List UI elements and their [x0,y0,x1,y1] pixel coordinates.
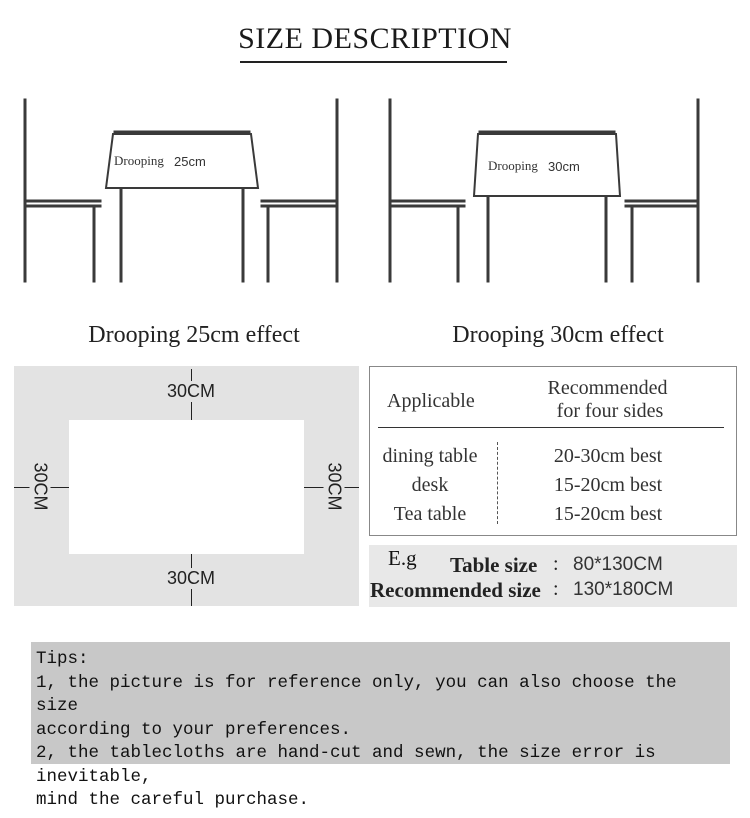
header-four-sides: for four sides [556,400,664,422]
tips-text [36,648,726,813]
recommended-size-label: Recommended size [370,578,541,602]
recommended-size-colon: : [553,578,559,600]
drop-value: 25cm [174,154,206,169]
tip-line: 2, the tablecloths are hand-cut and sewn, the size error is inevitable, [36,743,667,787]
tip-line: according to your preferences. [36,719,352,740]
eg-label: E.g [388,546,417,570]
top-measure-label: 30CM [167,381,216,401]
header-divider [378,427,724,428]
caption-25cm: Drooping 25cm effect [88,322,300,348]
page-title: SIZE DESCRIPTION [238,22,512,55]
header-applicable: Applicable [387,390,475,412]
tips-heading: Tips: [36,649,89,669]
row-applicable: Tea table [393,503,467,525]
caption-30cm: Drooping 30cm effect [452,322,664,348]
row-recommended: 20-30cm best [553,445,663,467]
tip-line: 1, the picture is for reference only, you can also choose the size [36,672,688,716]
column-divider [497,442,498,524]
bottom-measure-label: 30CM [167,568,216,588]
dining-set-illustration-25cm [14,95,374,290]
tablecloth-area [69,420,304,554]
left-measure-label: 30CM [30,462,51,511]
tip-line: mind the careful purchase. [36,790,310,810]
row-applicable: desk [411,474,449,496]
dining-set-illustration-30cm [378,95,738,290]
row-applicable: dining table [382,445,478,467]
recommended-size-value: 130*180CM [573,579,674,600]
right-measure-label: 30CM [324,462,345,511]
table-size-label: Table size [450,553,538,577]
header-recommended: Recommended [547,377,668,399]
title-underline [240,61,507,63]
row-recommended: 15-20cm best [553,503,663,525]
drop-value: 30cm [548,159,580,174]
table-size-value: 80*130CM [573,554,663,575]
row-recommended: 15-20cm best [553,474,663,496]
drop-label: Drooping [114,153,164,168]
table-size-colon: : [553,553,559,575]
drop-label: Drooping [488,158,538,173]
